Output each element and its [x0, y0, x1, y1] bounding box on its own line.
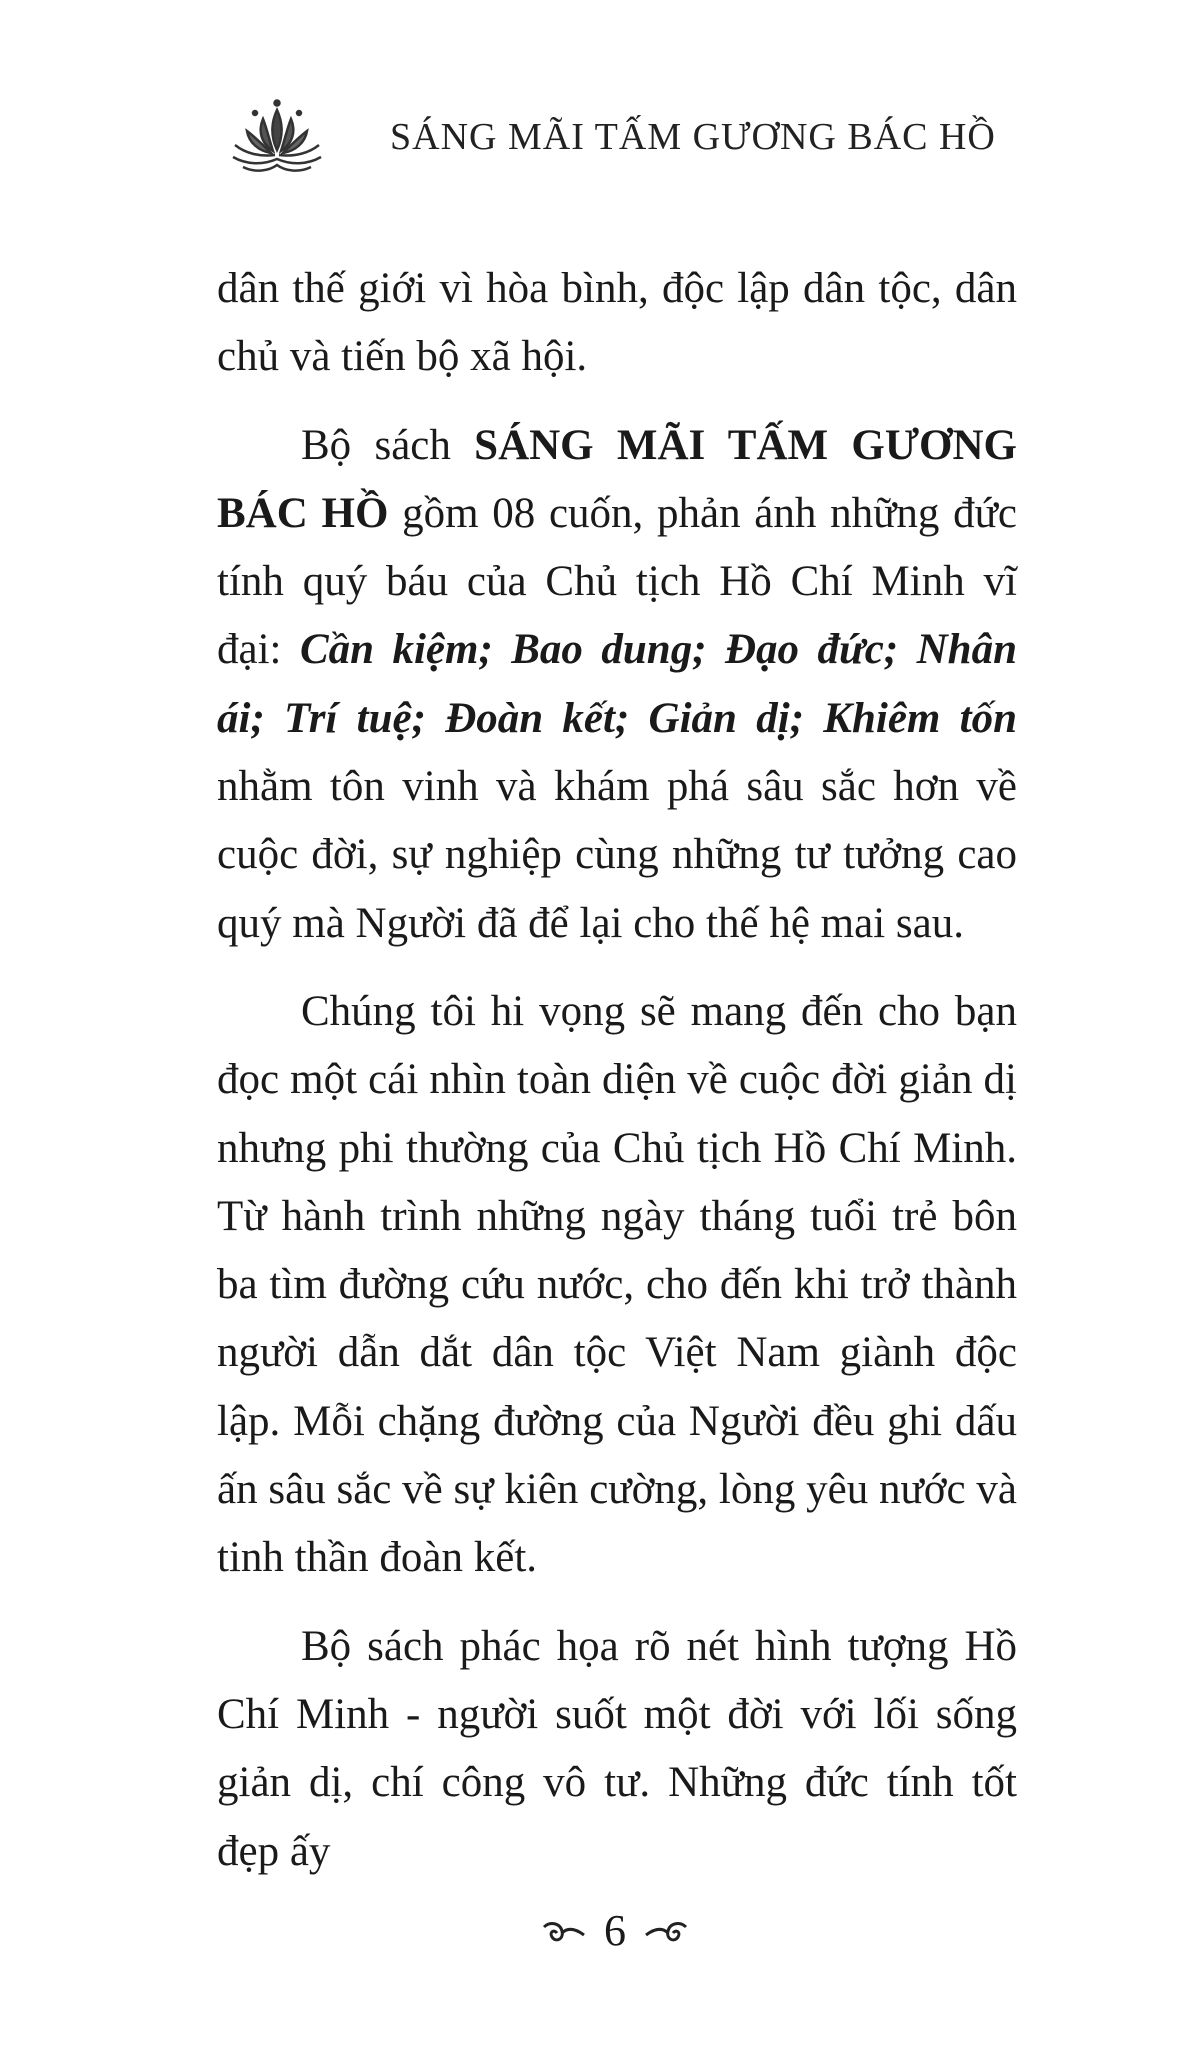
- page-number: 6: [604, 1906, 626, 1955]
- paragraph-1: dân thế giới vì hòa bình, độc lập dân tộc, dân chủ và tiến bộ xã hội.: [217, 265, 1017, 381]
- paragraph-3: Chúng tôi hi vọng sẽ mang đến cho bạn đọc một cái nhìn toàn diện về cuộc đời giản dị nhưng phi thường của Chủ tịch Hồ Chí Minh. Từ hành trình những ngày tháng tuổi trẻ bôn ba tìm đường cứu nước, cho đến khi trở thành người dẫn dắt dân tộc Việt Nam giành độc lập. Mỗi chặng đường của Người đều ghi dấu ấn sâu sắc về sự kiên cường, lòng yêu nước và tinh thần đoàn kết.: [217, 987, 1017, 1582]
- lotus-icon: [225, 95, 330, 190]
- p2-tail: nhằm tôn vinh và khám phá sâu sắc hơn về cuộc đời, sự nghiệp cùng những tư tưởng cao quý mà Người đã để lại cho thế hệ mai sau.: [217, 763, 1017, 947]
- left-flourish-icon: [540, 1917, 588, 1953]
- p2-lead: Bộ sách: [301, 421, 475, 469]
- paragraph-4: Bộ sách phác họa rõ nét hình tượng Hồ Chí Minh - người suốt một đời với lối sống giản dị, chí công vô tư. Những đức tính tốt đẹp ấy: [217, 1622, 1017, 1875]
- virtues-list: Cần kiệm; Bao dung; Đạo đức; Nhân ái; Trí tuệ; Đoàn kết; Giản dị; Khiêm tốn: [217, 626, 1017, 742]
- page-header: [225, 95, 1025, 205]
- p2-middle: gồm 08 cuốn, phản ánh những đức tính quý báu của Chủ tịch Hồ Chí Minh vĩ đại:: [217, 489, 1017, 674]
- right-flourish-icon: [642, 1917, 690, 1953]
- running-head: SÁNG MÃI TẤM GƯƠNG BÁC HỒ: [390, 116, 996, 158]
- series-title: SÁNG MÃI TẤM GƯƠNG BÁC HỒ: [217, 421, 1017, 537]
- body-text: [217, 255, 1017, 1906]
- paragraph-2: [217, 412, 1017, 958]
- page-footer: [540, 1905, 690, 1965]
